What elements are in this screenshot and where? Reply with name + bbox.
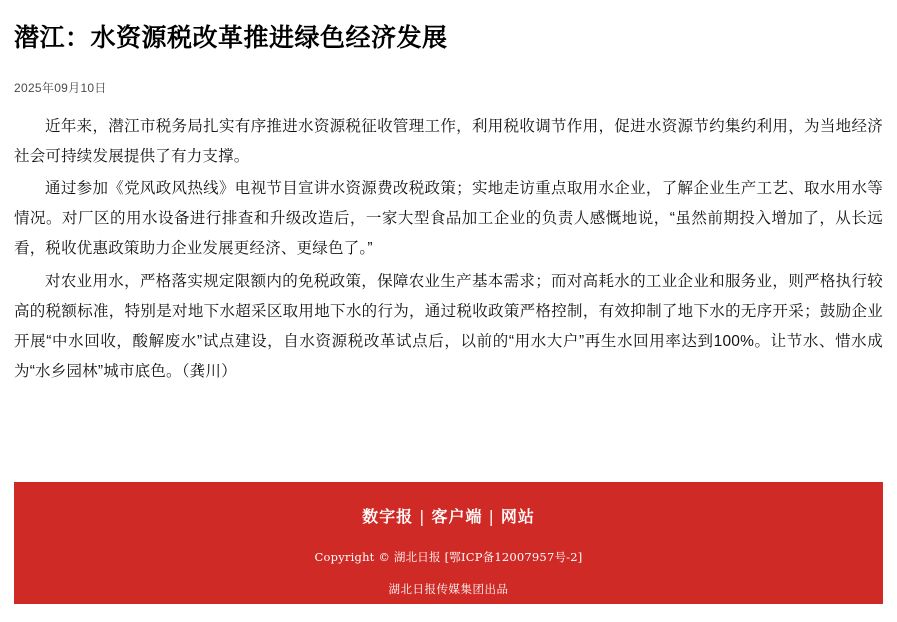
- site-footer: [14, 482, 883, 604]
- footer-separator: |: [419, 507, 426, 526]
- footer-producer: 湖北日报传媒集团出品: [388, 582, 509, 596]
- page-title: 潜江：水资源税改革推进绿色经济发展: [14, 23, 448, 52]
- footer-links: [14, 504, 883, 527]
- footer-link-website[interactable]: 网站: [500, 507, 535, 526]
- article-body: [14, 112, 883, 388]
- footer-separator: |: [488, 507, 495, 526]
- footer-copyright: [14, 549, 883, 565]
- footer-link-app[interactable]: 客户端: [431, 507, 483, 526]
- publish-date: 2025年09月10日: [14, 80, 107, 95]
- copyright-text: Copyright © 湖北日报: [314, 550, 441, 564]
- icp-license-link[interactable]: [鄂ICP备12007957号-2]: [444, 550, 583, 564]
- article-paragraph: 近年来，潜江市税务局扎实有序推进水资源税征收管理工作，利用税收调节作用，促进水资源节约集约利用，为当地经济社会可持续发展提供了有力支撑。: [14, 117, 883, 165]
- article-paragraph: 通过参加《党风政风热线》电视节目宣讲水资源费改税政策；实地走访重点取用水企业，了解企业生产工艺、取水用水等情况。对厂区的用水设备进行排查和升级改造后，一家大型食品加工企业的负责人感慨地说，“虽然前期投入增加了，从长远看，税收优惠政策助力企业发展更经济、更绿色了。”: [14, 179, 883, 258]
- footer-link-digital-paper[interactable]: 数字报: [362, 507, 414, 526]
- article-paragraph: 对农业用水，严格落实规定限额内的免税政策，保障农业生产基本需求；而对高耗水的工业企业和服务业，则严格执行较高的税额标准，特别是对地下水超采区取用地下水的行为，通过税收政策严格控制，有效抑制了地下水的无序开采；鼓励企业开展“中水回收，酸解废水”试点建设，自水资源税改革试点后，以前的“用水大户”再生水回用率达到100%。让节水、惜水成为“水乡园林”城市底色。（龚川）: [14, 272, 883, 381]
